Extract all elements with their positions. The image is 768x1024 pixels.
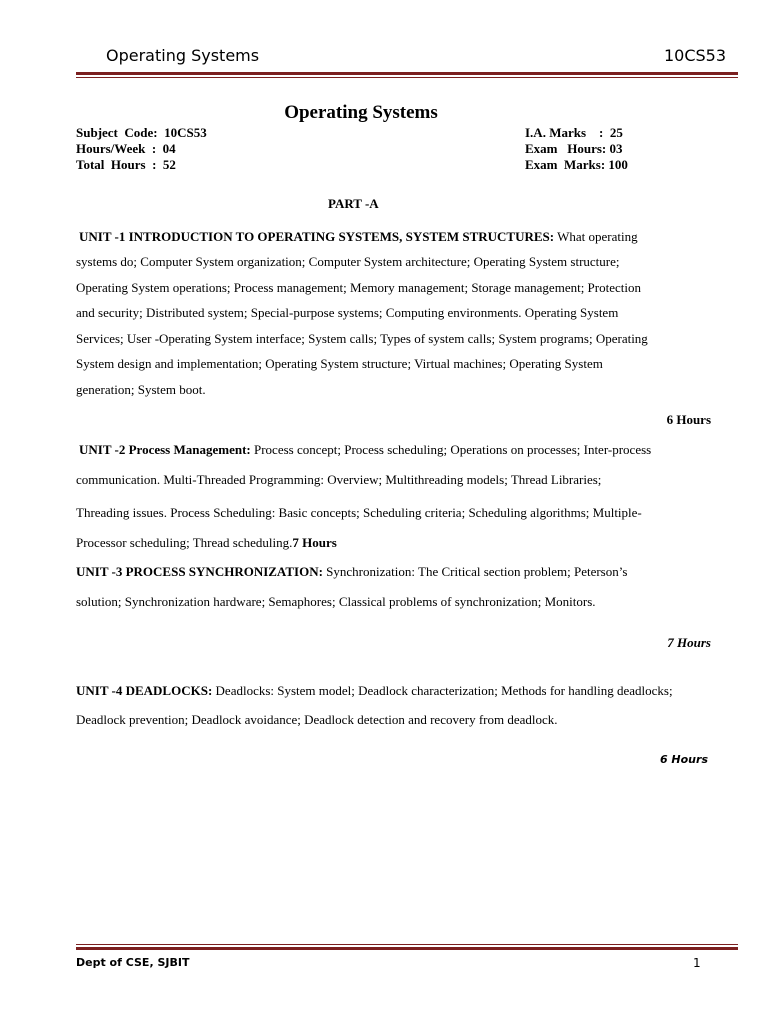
unit-1-line-3: and security; Distributed system; Special-purpose systems; Computing environments. Operating System xyxy=(76,305,619,320)
unit-1-hours: 6 Hours xyxy=(666,412,711,427)
unit-2-text-0: Process concept; Process scheduling; Operations on processes; Inter-process xyxy=(254,442,652,457)
unit-4-line-1: Deadlock prevention; Deadlock avoidance; Deadlock detection and recovery from deadlock. xyxy=(76,712,558,727)
part-heading: PART -A xyxy=(328,196,379,211)
footer-page-number: 1 xyxy=(693,956,701,970)
unit-2-line-1: communication. Multi-Threaded Programming: Overview; Multithreading models; Thread Libraries; xyxy=(76,472,602,487)
unit-2-line-3 xyxy=(76,535,337,551)
unit-4-line-0 xyxy=(76,683,673,699)
unit-2-heading: UNIT -2 Process Management: xyxy=(79,442,251,457)
unit-2-hours: 7 Hours xyxy=(292,535,337,550)
unit-3-text-0: Synchronization: The Critical section problem; Peterson’s xyxy=(326,564,628,579)
unit-3-line-0 xyxy=(76,564,627,580)
document-title: Operating Systems xyxy=(284,102,438,123)
total-hours: Total Hours : 52 xyxy=(76,157,176,172)
unit-3-hours: 7 Hours xyxy=(667,635,711,650)
unit-3-line-1: solution; Synchronization hardware; Semaphores; Classical problems of synchronization; Monitors. xyxy=(76,594,596,609)
unit-1-line-1: systems do; Computer System organization; Computer System architecture; Operating System structure; xyxy=(76,254,620,269)
header-rule-thin xyxy=(76,77,738,78)
unit-4-text-0: Deadlocks: System model; Deadlock characterization; Methods for handling deadlocks; xyxy=(215,683,673,698)
exam-hours: Exam Hours: 03 xyxy=(525,141,623,156)
unit-4-heading: UNIT -4 DEADLOCKS: xyxy=(76,683,213,698)
unit-1-line-2: Operating System operations; Process management; Memory management; Storage management; Protection xyxy=(76,280,641,295)
footer-rule-thin xyxy=(76,944,738,945)
unit-1-line-4: Services; User -Operating System interface; System calls; Types of system calls; System programs; Operating xyxy=(76,331,648,346)
unit-2-text-3: Processor scheduling; Thread scheduling. xyxy=(76,535,293,550)
unit-1-text-0: What operating xyxy=(557,229,638,244)
unit-1-line-5: System design and implementation; Operating System structure; Virtual machines; Operating System xyxy=(76,356,603,371)
meta-right-block xyxy=(525,125,628,173)
footer-rule-thick xyxy=(76,947,738,950)
unit-1-heading: UNIT -1 INTRODUCTION TO OPERATING SYSTEMS, SYSTEM STRUCTURES: xyxy=(79,229,555,244)
unit-1-line-6: generation; System boot. xyxy=(76,382,206,397)
exam-marks: Exam Marks: 100 xyxy=(525,157,628,172)
unit-2-line-0 xyxy=(79,442,651,458)
unit-3-heading: UNIT -3 PROCESS SYNCHRONIZATION: xyxy=(76,564,323,579)
header-title: Operating Systems xyxy=(106,46,260,65)
footer-department: Dept of CSE, SJBIT xyxy=(76,956,190,969)
header-rule-thick xyxy=(76,72,738,75)
unit-2-line-2: Threading issues. Process Scheduling: Basic concepts; Scheduling criteria; Scheduling algorithms; Multiple- xyxy=(76,505,642,520)
hours-per-week: Hours/Week : 04 xyxy=(76,141,176,156)
unit-4-hours: 6 Hours xyxy=(659,753,708,766)
meta-left-block xyxy=(76,125,207,173)
subject-code: Subject Code: 10CS53 xyxy=(76,125,207,140)
ia-marks: I.A. Marks : 25 xyxy=(525,125,623,140)
header-course-code: 10CS53 xyxy=(663,46,726,65)
unit-1-line-0 xyxy=(79,229,638,245)
